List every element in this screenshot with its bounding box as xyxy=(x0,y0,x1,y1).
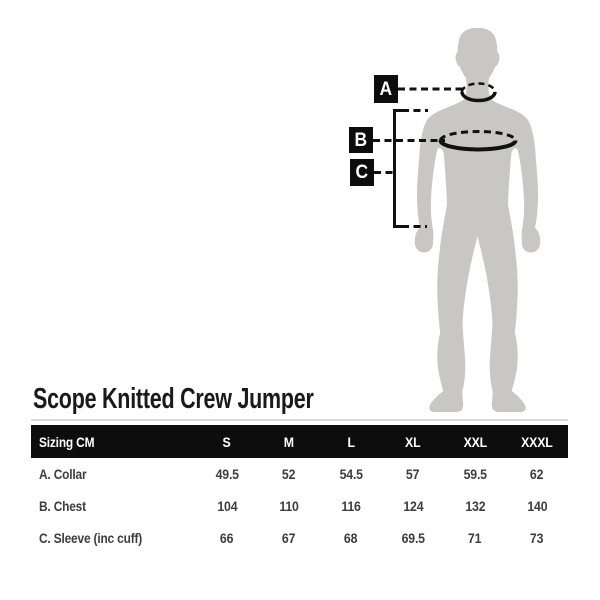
row-label-text: C. Sleeve (inc cuff) xyxy=(39,530,143,546)
row-label-text: B. Chest xyxy=(39,498,86,514)
value-cell xyxy=(196,530,258,546)
value-text: 132 xyxy=(464,498,486,514)
value-cell xyxy=(382,530,444,546)
marker-b-letter: B xyxy=(354,129,368,151)
header-label: XXXL xyxy=(521,433,553,450)
header-label: XXL xyxy=(463,433,487,450)
value-text: 52 xyxy=(282,466,296,482)
value-cell xyxy=(258,498,320,514)
marker-a-collar xyxy=(374,75,398,103)
value-text: 66 xyxy=(220,530,234,546)
value-text: 59.5 xyxy=(463,466,487,482)
header-cell-size-xl xyxy=(382,434,444,450)
row-label xyxy=(31,466,196,482)
header-cell-size-s xyxy=(196,434,258,450)
value-text: 69.5 xyxy=(401,530,425,546)
value-text: 71 xyxy=(468,530,482,546)
value-cell xyxy=(320,466,382,482)
sleeve-bracket xyxy=(395,111,403,227)
body-silhouette xyxy=(415,28,541,412)
table-row-chest xyxy=(31,490,568,522)
value-cell xyxy=(506,530,568,546)
table-row-sleeve xyxy=(31,522,568,554)
value-text: 67 xyxy=(282,530,296,546)
value-text: 104 xyxy=(216,498,238,514)
header-label: XL xyxy=(405,433,421,450)
value-cell xyxy=(196,498,258,514)
value-cell xyxy=(444,466,506,482)
value-cell xyxy=(320,498,382,514)
sizing-table xyxy=(31,425,568,554)
value-text: 68 xyxy=(344,530,358,546)
header-cell-size-l xyxy=(320,434,382,450)
header-cell-sizing-cm xyxy=(31,434,196,450)
value-cell xyxy=(258,530,320,546)
header-cell-size-xxxl xyxy=(506,434,568,450)
value-text: 124 xyxy=(402,498,424,514)
table-row-collar xyxy=(31,458,568,490)
marker-a-letter: A xyxy=(379,78,393,100)
value-cell xyxy=(506,466,568,482)
row-label-text: A. Collar xyxy=(39,466,87,482)
value-cell xyxy=(258,466,320,482)
header-cell-size-xxl xyxy=(444,434,506,450)
row-label xyxy=(31,530,196,546)
value-cell xyxy=(506,498,568,514)
header-label: L xyxy=(347,433,355,450)
value-text: 110 xyxy=(279,498,299,514)
value-text: 62 xyxy=(530,466,544,482)
marker-c-sleeve xyxy=(350,159,374,186)
header-cell-size-m xyxy=(258,434,320,450)
value-cell xyxy=(444,530,506,546)
header-label: M xyxy=(283,433,295,450)
sizing-table-header-row xyxy=(31,425,568,458)
value-cell xyxy=(382,466,444,482)
value-cell xyxy=(320,530,382,546)
value-text: 116 xyxy=(341,498,361,514)
marker-c-letter: C xyxy=(355,162,369,183)
table-top-rule xyxy=(31,419,568,421)
header-label: Sizing CM xyxy=(39,433,95,450)
value-text: 49.5 xyxy=(215,466,239,482)
marker-b-chest xyxy=(349,127,373,153)
value-cell xyxy=(444,498,506,514)
product-title: Scope Knitted Crew Jumper xyxy=(33,383,314,415)
value-text: 140 xyxy=(526,498,548,514)
value-text: 54.5 xyxy=(339,466,363,482)
row-label xyxy=(31,498,196,514)
value-text: 57 xyxy=(406,466,420,482)
header-label: S xyxy=(222,433,232,450)
value-cell xyxy=(196,466,258,482)
value-text: 73 xyxy=(530,530,544,546)
value-cell xyxy=(382,498,444,514)
